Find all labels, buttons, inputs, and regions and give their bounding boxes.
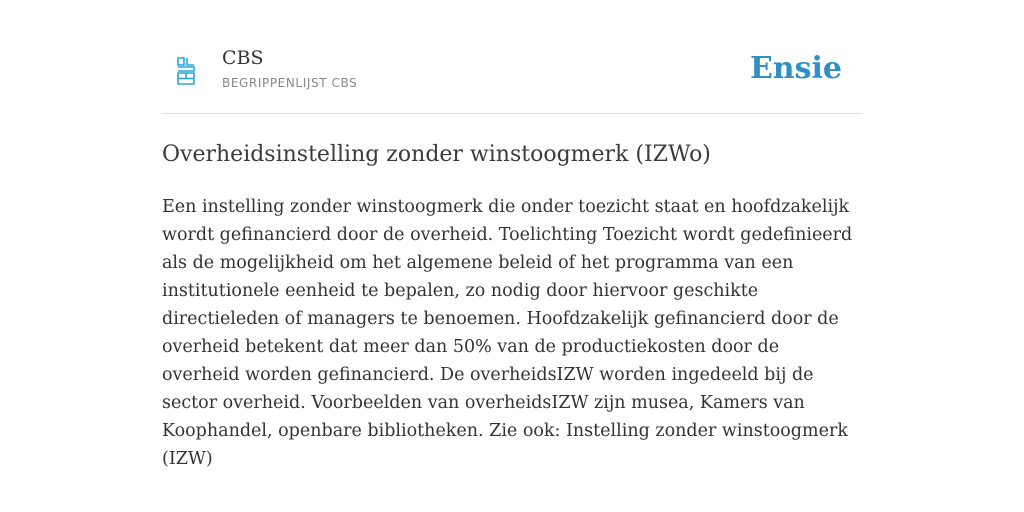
definition-text: Een instelling zonder winstoogmerk die onder toezicht staat en hoofdzakelijk wordt gefinancierd door de overheid. Toelichting Toezicht wordt gedefinieerd als de mogelijkheid om het algemene beleid of het programma van een institutionele eenheid te bepalen, zo nodig door hiervoor geschikte directieleden of managers te benoemen. Hoofdzakelijk gefinancierd door de overheid betekent dat meer dan 50% van de productiekosten door de overheid worden gefinancierd. De overheidsIZW worden ingedeeld bij de sector overheid. Voorbeelden van overheidsIZW zijn musea, Kamers van Koophandel, openbare bibliotheken. Zie ook: Instelling zonder winstoogmerk (IZW) bbox=[162, 197, 853, 469]
entry-card bbox=[162, 0, 862, 473]
source-subtitle: BEGRIPPENLIJST CBS bbox=[222, 76, 358, 90]
ensie-logo-link[interactable]: Ensie bbox=[749, 51, 842, 86]
header bbox=[162, 0, 862, 114]
source-name[interactable]: CBS bbox=[222, 47, 264, 69]
page-title: Overheidsinstelling zonder winstoogmerk (IZWo) bbox=[162, 142, 711, 167]
cbs-logo-icon bbox=[174, 56, 198, 86]
